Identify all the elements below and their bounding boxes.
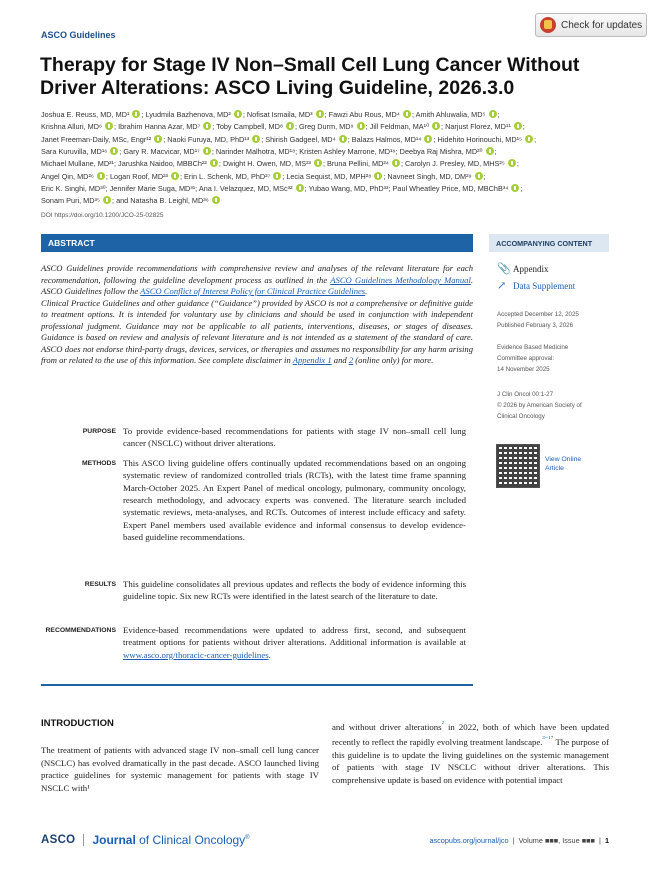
section-label: METHODS bbox=[82, 460, 116, 467]
reference-link[interactable]: ² bbox=[441, 719, 444, 728]
approval-date: 14 November 2025 bbox=[497, 366, 550, 373]
orcid-icon[interactable] bbox=[314, 159, 322, 167]
section-label: PURPOSE bbox=[82, 428, 116, 435]
doi[interactable]: DOI https://doi.org/10.1200/JCO-25-02825 bbox=[41, 212, 164, 219]
orcid-icon[interactable] bbox=[252, 135, 260, 143]
crossmark-icon bbox=[540, 17, 556, 33]
appendix-2-link[interactable]: 2 bbox=[348, 355, 354, 365]
disclaimer-text: Clinical Practice Guidelines and other guidance (“Guidance”) provided by ASCO is not a comprehensive or definitive guide to treatment options. It is intended for voluntary use by clinicians and should be used in conjunction with independent professional judgment. Guidance may not be applicable to all patients, interventions, diseases, or stages of diseases. Guidance is based on review and analysis of relevant literature and is not intended as a statement of the standard of care. ASCO does not endorse third-party drugs, devices, services, or therapies and assumes no responsibility for any harm arising from or related to the use of this information. See complete disclaimer in bbox=[41, 297, 473, 365]
orcid-icon[interactable] bbox=[171, 172, 179, 180]
author-list bbox=[41, 109, 616, 208]
intro-right-text: The purpose of this guideline is to update the living guidelines on the systemic management of patients with stage IV NSCLC without driver alterations. This comprehensive update is based on evidence with potential impact bbox=[332, 737, 609, 785]
check-for-updates-label: Check for updates bbox=[561, 19, 643, 31]
recommendations-text: . bbox=[268, 649, 271, 660]
orcid-icon[interactable] bbox=[403, 110, 411, 118]
introduction-heading: INTRODUCTION bbox=[41, 718, 114, 729]
results-section bbox=[41, 578, 473, 603]
abstract-intro bbox=[41, 263, 473, 367]
intro-right-text: in 2022, both of which have been updated recently to reflect the rapidly evolving treatment landscape. bbox=[332, 721, 609, 748]
appendix-link[interactable] bbox=[497, 262, 549, 275]
section-text: To provide evidence-based recommendations for patients with stage IV non–small cell lung cancer (NSCLC) without driver alterations. bbox=[123, 426, 466, 449]
section-label: ASCO Guidelines bbox=[41, 30, 116, 40]
introduction-text-right bbox=[332, 718, 609, 786]
page-footer bbox=[41, 832, 609, 848]
accompanying-content-heading: ACCOMPANYING CONTENT bbox=[489, 234, 609, 252]
copyright-line: © 2026 by American Society of bbox=[497, 402, 582, 409]
author-line: Sara Kuruvilla, MD¹⁶ ; Gary R. Macvicar, MD¹⁷ ; Narinder Malhotra, MD¹⁸; Kristen Ashley Marrone, MD¹⁹; Deebya Raj Mishra, MD²⁰ ; bbox=[41, 147, 497, 157]
orcid-icon[interactable] bbox=[154, 135, 162, 143]
orcid-icon[interactable] bbox=[374, 172, 382, 180]
intro-text: . bbox=[365, 286, 368, 296]
section-label: RESULTS bbox=[84, 581, 116, 588]
orcid-icon[interactable] bbox=[234, 110, 242, 118]
citation-info bbox=[497, 389, 582, 422]
orcid-icon[interactable] bbox=[105, 122, 113, 130]
orcid-icon[interactable] bbox=[489, 110, 497, 118]
view-online-link[interactable]: View Online Article bbox=[545, 456, 582, 472]
orcid-icon[interactable] bbox=[203, 122, 211, 130]
author-line: Sonam Puri, MD³⁵ ; and Natasha B. Leighl, MD³⁶ bbox=[41, 195, 616, 207]
purpose-section bbox=[41, 425, 473, 450]
intro-text: ASCO Guidelines provide recommendations with comprehensive review and analyses of the relevant literature for each recommendation, following the guideline development process as outlined in the bbox=[41, 263, 473, 285]
orcid-icon[interactable] bbox=[486, 147, 494, 155]
thoracic-guidelines-link[interactable]: www.asco.org/thoracic-cancer-guidelines bbox=[123, 649, 269, 660]
methods-section bbox=[41, 457, 473, 543]
section-text: This ASCO living guideline offers continually updated recommendations based on an ongoing systematic review of randomized controlled trials (RCTs), with the latest time frame spanning March-October 2025. An Expert Panel of medical oncology, pulmonary, community oncology, research methodology, and advocacy experts was convened. The literature search included systematic reviews, meta-analyses, and RCTs. Outcomes of interest include efficacy and safety. Expert Panel members used available evidence and informal consensus to develop evidence-based guideline recommendations. bbox=[123, 458, 466, 543]
section-text bbox=[123, 624, 466, 661]
approval-info bbox=[497, 342, 568, 375]
page-number: 1 bbox=[604, 835, 609, 845]
orcid-icon[interactable] bbox=[316, 110, 324, 118]
orcid-icon[interactable] bbox=[103, 196, 111, 204]
orcid-icon[interactable] bbox=[392, 159, 400, 167]
footer-divider bbox=[83, 834, 84, 846]
data-supplement-label: Data Supplement bbox=[513, 280, 576, 291]
introduction-text-left: The treatment of patients with advanced stage IV non–small cell lung cancer (NSCLC) has evolved dramatically in the past decade. ASCO launched living practice guidelines for systemic management for patients with stage IV NSCLC with¹ bbox=[41, 745, 319, 793]
copyright-line: Clinical Oncology bbox=[497, 413, 545, 420]
intro-text: . ASCO Guidelines follow the bbox=[41, 274, 473, 296]
disclaimer-text: (online only) for more. bbox=[353, 355, 434, 365]
disclaimer-text: and bbox=[331, 355, 349, 365]
journal-url-link[interactable]: ascopubs.org/journal/jco bbox=[429, 835, 509, 845]
volume-issue: Volume ■■■, Issue ■■■ bbox=[518, 835, 595, 845]
methodology-manual-link[interactable]: ASCO Guidelines Methodology Manual bbox=[330, 274, 471, 285]
recommendations-text: Evidence-based recommendations were updated to address first, second, and subsequent treatment options for patients without driver alterations. Additional information is available at bbox=[123, 625, 466, 648]
orcid-icon[interactable] bbox=[203, 147, 211, 155]
paperclip-icon: 📎 bbox=[497, 263, 511, 275]
article-title: Therapy for Stage IV Non–Small Cell Lung Cancer Without Driver Alterations: ASCO Living Guideline, 2026.3.0 bbox=[40, 54, 580, 99]
qr-code[interactable] bbox=[496, 444, 540, 488]
orcid-icon[interactable] bbox=[339, 135, 347, 143]
author-line: Janet Freeman-Daily, MSc, Engr¹² ; Naoki Furuya, MD, PhD¹³ ; Shirish Gadgeel, MD⁴ ; Balazs Halmos, MD¹⁴ ; Hidehito Horinouchi, MD¹⁵ ; bbox=[41, 134, 537, 144]
author-line: Krishna Alluri, MD⁶ ; Ibrahim Hanna Azar, MD⁷ ; Toby Campbell, MD⁸ ; Greg Durm, MD⁹ ; Jill Feldman, MA¹⁰ ; Narjust Florez, MD¹¹ ; bbox=[41, 122, 525, 132]
orcid-icon[interactable] bbox=[212, 196, 220, 204]
orcid-icon[interactable] bbox=[424, 135, 432, 143]
journal-name-part: of Clinical Oncology bbox=[135, 833, 246, 847]
footer-info: ascopubs.org/journal/jco | Volume ■■■, Issue ■■■ | 1 bbox=[429, 835, 609, 845]
orcid-icon[interactable] bbox=[286, 122, 294, 130]
journal-name-part: Journal bbox=[92, 833, 136, 847]
registered-mark: ® bbox=[245, 835, 250, 841]
reference-link[interactable]: ³⁻¹⁷ bbox=[542, 734, 554, 744]
abstract-heading: ABSTRACT bbox=[41, 234, 473, 252]
approval-line: Committee approval: bbox=[497, 355, 555, 362]
journal-name bbox=[92, 833, 249, 847]
pub-dates bbox=[497, 309, 579, 331]
orcid-icon[interactable] bbox=[511, 184, 519, 192]
author-line: Eric K. Singhi, MD³⁰; Jennifer Marie Suga, MD³¹; Ana I. Velazquez, MD, MSc³² ; Yubao Wang, MD, PhD³³; Paul Wheatley Price, MD, MBChB³⁴ ; bbox=[41, 184, 523, 194]
author-line: Joshua E. Reuss, MD, MD¹ ; Lyudmila Bazhenova, MD² ; Nofisat Ismaila, MD³ ; Fawzi Abu Rous, MD⁴ ; Amith Ahluwalia, MD⁵ ; bbox=[41, 110, 500, 119]
data-supplement-link[interactable] bbox=[497, 279, 575, 292]
section-text: This guideline consolidates all previous updates and reflects the body of evidence informing this guideline topic. Six new RCTs were identified in the latest search of the literature to date. bbox=[123, 579, 466, 602]
published-date: Published February 3, 2026 bbox=[497, 322, 574, 329]
orcid-icon[interactable] bbox=[210, 159, 218, 167]
author-line: Michael Mullane, MD²¹; Jarushka Naidoo, MBBCh²² ; Dwight H. Owen, MD, MS²³ ; Bruna Pellini, MD²⁴ ; Carolyn J. Presley, MD, MHS²⁵ ; bbox=[41, 159, 519, 169]
orcid-icon[interactable] bbox=[514, 122, 522, 130]
abstract-divider bbox=[41, 684, 473, 686]
orcid-icon[interactable] bbox=[110, 147, 118, 155]
appendix-label: Appendix bbox=[513, 263, 549, 274]
orcid-icon[interactable] bbox=[432, 122, 440, 130]
recommendations-section bbox=[41, 624, 473, 661]
citation: J Clin Oncol 00:1-27 bbox=[497, 391, 554, 398]
orcid-icon[interactable] bbox=[357, 122, 365, 130]
orcid-icon[interactable] bbox=[296, 184, 304, 192]
orcid-icon[interactable] bbox=[525, 135, 533, 143]
section-label: RECOMMENDATIONS bbox=[45, 627, 116, 634]
approval-line: Evidence Based Medicine bbox=[497, 344, 569, 351]
conflict-policy-link[interactable]: ASCO Conflict of Interest Policy for Clinical Practice Guidelines bbox=[140, 286, 366, 296]
appendix-1-link[interactable]: Appendix 1 bbox=[292, 355, 332, 365]
accepted-date: Accepted December 12, 2025 bbox=[497, 311, 579, 318]
check-for-updates-button[interactable] bbox=[535, 13, 647, 37]
author-line: Angel Qin, MD²⁶ ; Logan Roof, MD²³ ; Erin L. Schenk, MD, PhD²⁷ ; Lecia Sequist, MD, MPH²⁸ ; Navneet Singh, MD, DM²⁹ ; bbox=[41, 171, 486, 181]
orcid-icon[interactable] bbox=[273, 172, 281, 180]
external-link-icon: ↗ bbox=[497, 280, 507, 292]
orcid-icon[interactable] bbox=[132, 110, 140, 118]
asco-logo: ASCO bbox=[41, 834, 76, 846]
orcid-icon[interactable] bbox=[508, 159, 516, 167]
intro-right-text: and without driver alterations bbox=[332, 721, 442, 732]
orcid-icon[interactable] bbox=[97, 172, 105, 180]
orcid-icon[interactable] bbox=[475, 172, 483, 180]
